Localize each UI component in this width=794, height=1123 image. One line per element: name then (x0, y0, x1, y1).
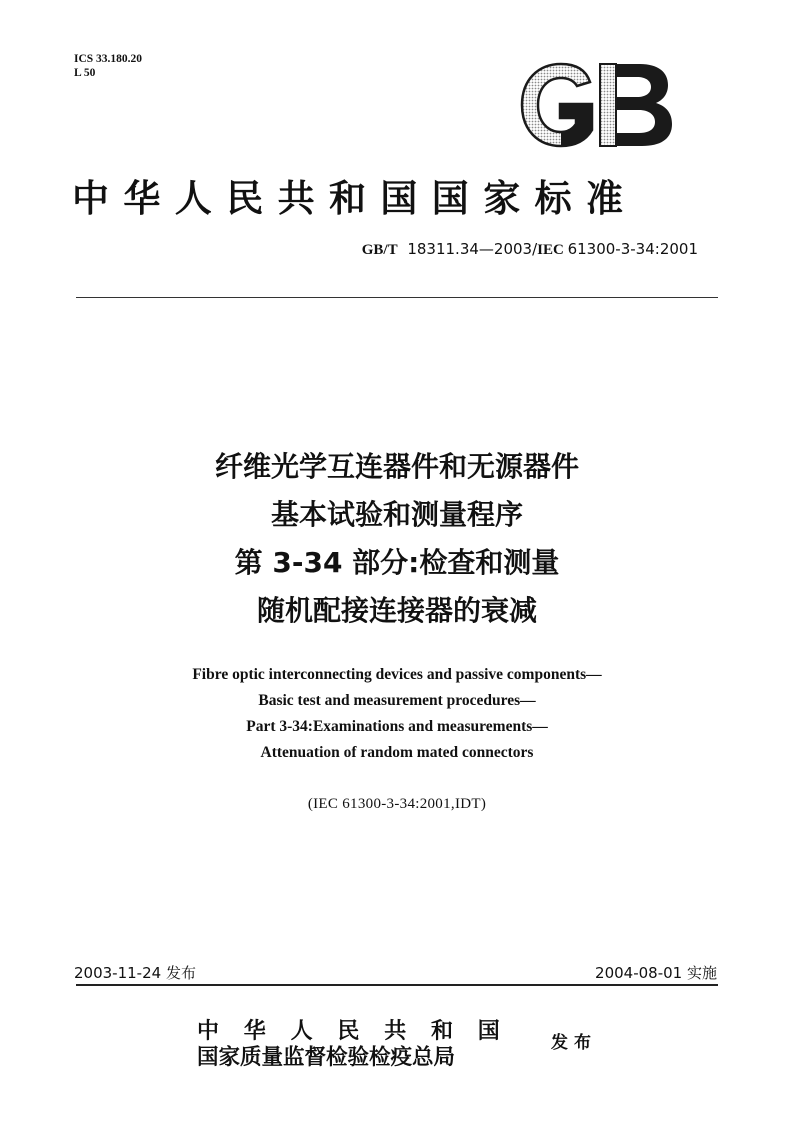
standard-number-body: 18311.34—2003/ (407, 240, 538, 258)
bottom-divider (76, 984, 718, 986)
logo-letter-b (600, 64, 672, 146)
chinese-title-line-3: 第 3-34 部分:检查和测量 (234, 546, 560, 579)
english-title-line-3: Part 3-34:Examinations and measurements— (246, 718, 548, 735)
standard-number-prefix: GB/T (361, 242, 398, 258)
chinese-title-line-4: 随机配接连接器的衰减 (256, 594, 537, 627)
english-title-line-1: Fibre optic interconnecting devices and passive components— (192, 666, 602, 683)
english-title (0, 662, 794, 766)
gb-logo (516, 60, 676, 150)
ccs-code: L 50 (74, 67, 96, 79)
issue-date: 2003-11-24 发布 (74, 964, 196, 982)
standard-number-iec-body: 61300-3-34:2001 (567, 240, 698, 258)
national-standard-title: 中华人民共和国国家标准 (72, 179, 638, 220)
top-divider (76, 297, 718, 298)
english-title-line-4: Attenuation of random mated connectors (260, 744, 534, 761)
iec-reference: (IEC 61300-3-34:2001,IDT) (307, 796, 487, 812)
classification-codes (74, 52, 142, 80)
issuer-country: 中华人民共和国 (197, 1018, 525, 1043)
english-title-line-2: Basic test and measurement procedures— (258, 692, 536, 709)
chinese-title-line-2: 基本试验和测量程序 (270, 498, 523, 531)
chinese-title-line-1: 纤维光学互连器件和无源器件 (214, 450, 579, 483)
logo-letter-g (522, 64, 592, 146)
standard-number-iec: IEC (537, 242, 564, 258)
implementation-date: 2004-08-01 实施 (595, 964, 717, 982)
chinese-title (0, 443, 794, 635)
issuer-agency: 国家质量监督检验检疫总局 (197, 1045, 456, 1069)
standard-number (362, 240, 698, 259)
ics-code: ICS 33.180.20 (74, 53, 143, 65)
publish-label: 发布 (551, 1033, 597, 1052)
